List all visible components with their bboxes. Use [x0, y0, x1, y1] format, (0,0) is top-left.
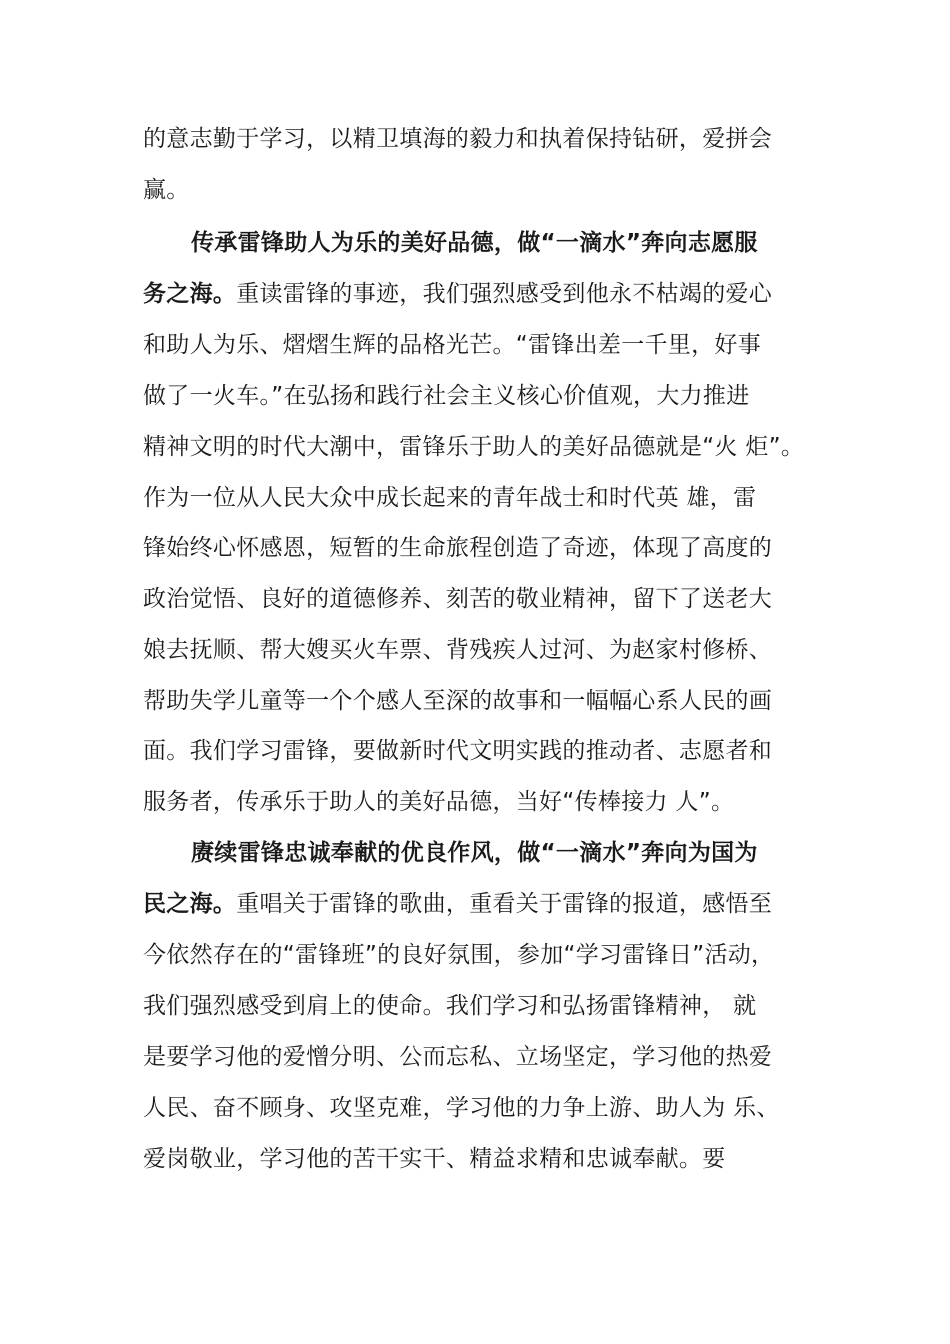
text-line — [143, 483, 756, 513]
line-text: 我们强烈感受到肩上的使命。我们学习和弘扬雷锋精神， 就 — [143, 993, 757, 1019]
line-text: 是要学习他的爱憎分明、公而忘私、立场坚定，学习他的热爱 — [143, 1044, 773, 1070]
line-text: 今依然存在的“雷锋班”的良好氛围，参加“学习雷锋日”活动， — [143, 942, 775, 968]
line-text: 爱岗敬业，学习他的苦干实干、精益求精和忠诚奉献。要 — [143, 1146, 726, 1172]
line-text: 锋始终心怀感恩，短暂的生命旅程创造了奇迹，体现了高度的 — [143, 535, 773, 561]
text-line — [143, 584, 772, 614]
text-line — [143, 175, 190, 205]
text-line — [143, 330, 761, 360]
text-line — [143, 124, 772, 154]
line-text: 服务者，传承乐于助人的美好品德，当好“传棒接力 人”。 — [143, 789, 735, 815]
text-line — [143, 736, 772, 766]
line-text: 作为一位从人民大众中成长起来的青年战士和时代英 雄，雷 — [143, 485, 757, 511]
text-line — [143, 635, 772, 665]
line-text: 政治觉悟、良好的道德修养、刻苦的敬业精神，留下了送老大 — [143, 586, 773, 612]
text-line — [143, 991, 756, 1021]
line-text: 帮助失学儿童等一个个感人至深的故事和一幅幅心系人民的画 — [143, 688, 773, 714]
line-text: 精神文明的时代大潮中，雷锋乐于助人的美好品德就是“火 炬”。 — [143, 434, 805, 460]
text-line — [143, 787, 734, 817]
text-line — [143, 686, 772, 716]
line-text: 重唱关于雷锋的歌曲，重看关于雷锋的报道，感悟至 — [236, 891, 773, 917]
line-text: 娘去抚顺、帮大嫂买火车票、背残疾人过河、为赵家村修桥、 — [143, 637, 773, 663]
text-line — [143, 533, 772, 563]
text-line — [143, 889, 772, 919]
line-text: 的意志勤于学习，以精卫填海的毅力和执着保持钻研，爱拼会 — [143, 126, 773, 152]
bold-heading-text: 传承雷锋助人为乐的美好品德，做“一滴水”奔向志愿服 — [191, 230, 758, 256]
text-line — [143, 432, 804, 462]
paragraph-heading-line — [191, 228, 758, 258]
bold-heading-text: 务之海。 — [143, 281, 237, 307]
text-line — [143, 1093, 780, 1123]
paragraph-heading-line — [191, 838, 758, 868]
line-text: 面。我们学习雷锋，要做新时代文明实践的推动者、志愿者和 — [143, 738, 773, 764]
text-line — [143, 279, 772, 309]
line-text: 赢。 — [143, 177, 190, 203]
text-line — [143, 1144, 726, 1174]
text-line — [143, 1042, 772, 1072]
line-text: 人民、奋不顾身、攻坚克难，学习他的力争上游、助人为 乐、 — [143, 1095, 780, 1121]
text-line — [143, 940, 774, 970]
bold-heading-text: 赓续雷锋忠诚奉献的优良作风，做“一滴水”奔向为国为 — [191, 840, 758, 866]
bold-heading-text: 民之海。 — [143, 891, 237, 917]
line-text: 做了一火车。”在弘扬和践行社会主义核心价值观，大力推进 — [143, 383, 750, 409]
line-text: 重读雷锋的事迹，我们强烈感受到他永不枯竭的爱心 — [236, 281, 773, 307]
text-line — [143, 381, 750, 411]
line-text: 和助人为乐、熠熠生辉的品格光芒。“雷锋出差一千里，好事 — [143, 332, 762, 358]
